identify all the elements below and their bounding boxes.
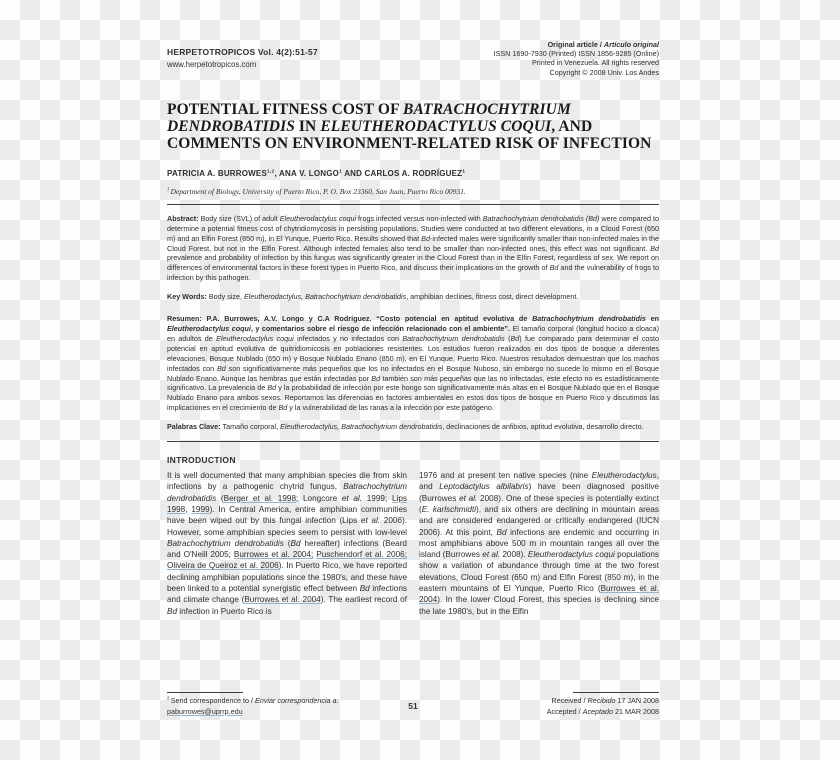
separator-rule-bottom: [167, 441, 659, 442]
text-segment: hereafter) infections (Beard and O'Neill 2005;: [167, 538, 407, 560]
text-segment: POTENTIAL FITNESS COST OF: [167, 100, 404, 118]
accepted-line: [459, 707, 659, 718]
journal-header-right: [494, 40, 659, 77]
separator-rule-top: [167, 204, 659, 205]
text-segment: Bd: [217, 363, 226, 373]
text-segment: 2: [167, 695, 171, 701]
article-page: [167, 0, 659, 617]
text-segment: Eleutherodactylus coqui: [279, 213, 357, 223]
text-segment: 2008).: [500, 550, 528, 560]
dates-block: [459, 692, 659, 717]
abstract-paragraph: [167, 214, 659, 283]
citation-link[interactable]: Burrowes et al. 2004: [419, 584, 660, 605]
text-segment: BATRACHOCHYTRIUM DENDROBATIDIS: [167, 100, 571, 135]
text-segment: Bd: [267, 383, 277, 393]
correspondence-email-link[interactable]: paburrowes@uprrp.edu: [167, 706, 243, 716]
citation-link[interactable]: Burrowes et al. 2004;: [233, 550, 314, 560]
journal-volume: HERPETOTROPICOS Vol. 4(2):51-57: [167, 47, 318, 57]
text-segment: ). In the lower Cloud Forest, this species is declining since the late 1980's, but in the Elfin: [419, 595, 659, 616]
text-segment: (: [283, 538, 291, 548]
text-segment: 1: [339, 169, 343, 175]
text-segment: Bd: [496, 527, 507, 537]
text-segment: (: [216, 493, 224, 503]
text-segment: Body size (SVL) of adult: [200, 213, 280, 223]
text-segment: ). The earliest record of: [320, 595, 407, 605]
journal-header-left: [167, 40, 318, 77]
text-segment: ; Longcore: [296, 493, 342, 503]
issn-line: ISSN 1690-7930 (Printed) ISSN 1856-9285 (Online): [493, 49, 659, 59]
text-segment: Leptodactylus albilabris: [439, 482, 529, 492]
journal-website-link[interactable]: www.herpetotropicos.com: [167, 60, 257, 69]
article-title: [167, 101, 659, 152]
text-segment: ). In Central America, entire amphibian communities have been wiped out by this fungal infection (Lips: [167, 504, 407, 526]
text-segment: frogs infected versus non-infected with: [356, 213, 483, 223]
citation-link[interactable]: Oliveira de Queiroz et al. 2006: [167, 561, 279, 571]
page-footer: [167, 692, 659, 717]
text-segment: Eleutherodactylus: [591, 471, 657, 481]
text-segment: , declinaciones de anfibios, aptitud evolutiva, desarrollo directo.: [442, 422, 644, 432]
journal-header: [167, 40, 659, 77]
text-segment: 1: [167, 187, 171, 193]
text-segment: Bd: [549, 263, 559, 273]
text-segment: , y comentarios sobre el riesgo de infección relacionado con el ambiente”.: [250, 323, 513, 333]
introduction-columns: [167, 470, 659, 617]
text-segment: ). In Puerto Rico, we have reported declining amphibian populations since the 1980's, and these have been linked to a potential synergistic effect between: [167, 561, 407, 593]
printed-line: Printed in Venezuela. All rights reserved: [531, 58, 659, 68]
text-segment: Enviar correspondencia a:: [255, 696, 339, 705]
text-segment: AND CARLOS A. RODRÍGUEZ: [342, 168, 463, 178]
text-segment: Bd: [510, 333, 520, 343]
text-segment: Batrachochytrium dendrobatidis: [167, 482, 407, 503]
text-segment: (: [504, 333, 511, 343]
text-segment: infectados y no infectados con: [293, 333, 403, 343]
text-segment: Eleutherodactylus, Batrachochytrium dendrobatidis: [243, 292, 407, 302]
text-segment: 1999;: [362, 493, 392, 503]
affiliation-line: [167, 187, 659, 196]
text-segment: y la vulnerabilidad de las ranas a la infección por este patógeno.: [287, 403, 494, 413]
text-segment: Bd: [371, 373, 381, 383]
text-segment: Accepted /: [546, 706, 583, 716]
text-segment: populations show a variation of abundance through time at the two forest elevations, Cloud Forest (650 m) and Elfin Forest (850 m), in the eastern mountains of El Yunque, Puerto Rico (: [419, 550, 660, 593]
text-segment: Palabras Clave:: [167, 422, 223, 432]
footer-rule-left: [167, 692, 243, 693]
text-segment: Bd: [421, 233, 430, 243]
text-segment: ELEUTHERODACTYLUS COQUI: [320, 117, 552, 135]
text-segment: were compared to determine a potential fitness cost of chytridiomycosis in persisting populations. Studies were conducted at two different elevations, in a Cloud Forest (650 m) and an Elfin Forest (850 m), in El Yunque, Puerto Rico. Results showed that: [167, 213, 659, 243]
page-number: 51: [408, 701, 418, 711]
text-segment: and the vulnerability of frogs to infection by this pathogen.: [167, 263, 660, 283]
text-segment: Eleutherodactylus coqui: [167, 323, 251, 333]
text-segment: , amphibian declines, fitness cost, direct development.: [406, 292, 579, 302]
text-segment: Key Words:: [167, 292, 209, 302]
text-segment: , ANA V. LONGO: [274, 168, 340, 178]
text-segment: Eleutherodactylus, Batrachochytrium dendrobatidis: [280, 422, 443, 432]
text-segment: Eleutherodactylus coqui: [216, 333, 294, 343]
palabras-clave-line: [167, 422, 659, 432]
text-segment: 1,2: [267, 169, 275, 175]
text-segment: en: [645, 314, 659, 324]
article-type-label: [494, 40, 659, 49]
text-segment: Send correspondence to /: [170, 696, 256, 705]
text-segment: Tamaño corporal,: [222, 422, 281, 432]
text-segment: P.A. Burrowes, A.V. Longo y C.A Rodríguez. “Costo potencial en aptitud evolutiva de: [206, 314, 533, 324]
text-segment: IN: [294, 117, 321, 135]
text-segment: Body size,: [208, 292, 244, 302]
text-segment: son significativamente más pequeños que los no infectados en el Bosque Nuboso, sin embargo no sucede lo mismo en el Bosque Nublado Enano. Aunque las hembras que están infectadas por: [167, 363, 659, 383]
text-segment: Bd: [290, 538, 301, 548]
text-segment: et al.: [482, 550, 501, 560]
text-segment: infections are endemic and occurring in most amphibians above 500 m in mountain ranges all over the island (Burrowes: [419, 527, 659, 560]
text-segment: prevalence and probability of infection by this fungus was significantly greater in the Cloud Forest than in the Elfin Forest, regardless of sex. We report on differences of environmental factors in these forest types in Puerto Rico, and discuss their implications on the growth of: [167, 253, 659, 273]
text-segment: , AND COMMENTS ON ENVIRONMENT-RELATED RISK OF INFECTION: [167, 117, 652, 152]
text-segment: Bd: [650, 243, 659, 253]
text-segment: Batrachochytrium dendrobatidis: [167, 538, 284, 548]
text-segment: et al.: [360, 516, 381, 526]
text-segment: infection in Puerto Rico is: [177, 606, 272, 616]
citation-link[interactable]: Lips 1998: [167, 493, 407, 514]
text-segment: 21 MAR 2008: [613, 706, 659, 716]
citation-link[interactable]: Burrowes et al. 2004: [244, 595, 321, 605]
text-segment: infections and climate change (: [167, 584, 407, 605]
text-segment: et al.: [341, 493, 363, 503]
text-segment: también son más pequeñas que las no infectadas, este efecto no es estadísticamente significativo. La prevalencia de: [167, 373, 659, 393]
intro-column-left: [167, 470, 407, 617]
text-segment: Abstract:: [167, 213, 201, 223]
text-segment: Aceptado: [582, 706, 614, 716]
text-segment: El tamaño corporal (longitud hocico a cloaca) en adultos de: [167, 323, 659, 343]
footer-rule-right: [573, 692, 659, 693]
text-segment: Artículo original: [603, 40, 659, 49]
text-segment: 2006). However, some amphibian species seem to persist with low-level: [167, 516, 407, 537]
received-line: [459, 696, 659, 707]
copyright-line: Copyright © 2008 Univ. Los Andes: [549, 67, 659, 77]
text-segment: et al.: [459, 493, 478, 503]
keywords-line: [167, 292, 659, 302]
text-segment: Resumen:: [167, 314, 207, 324]
text-segment: ), and six others are declining in mountain areas and are considered endangered or critically endangered (IUCN 2006). At this point,: [419, 504, 659, 537]
text-segment: ) fue comparado para determinar el costo potencial en aptitud evolutiva de quitridiomicosis en poblaciones resistentes. Los estudios fueron realizados en dos tipos de bosque a diferentes elevaciones, Bosque Nublado (650 m) y Bosque Nublado Enano (850 m), en El Yunque, Puerto Rico. Nuestros resultados demuestran que los machos infectados con: [167, 333, 660, 373]
citation-link[interactable]: Berger et al. 1998: [223, 493, 296, 503]
text-segment: PATRICIA A. BURROWES: [167, 168, 267, 178]
citation-link[interactable]: Puschendorf et al. 2006;: [316, 550, 407, 560]
text-segment: y la probabilidad de infección por este hongo son significativamente más altas en el Bosque Nublado que en el Bosque Nublado Enano para ambos sexos. Reportamos las diferencias en factores ambientales en estos dos tipos de bosque en Puerto Rico y discutimos las implicaciones en el crecimiento de: [167, 383, 659, 413]
text-segment: 2008). One of these species is potentially extinct (: [419, 493, 659, 514]
text-segment: It is well documented that many amphibian species die from skin infections by a pathogenic chytrid fungus,: [167, 471, 407, 492]
authors-line: [167, 169, 659, 178]
text-segment: Bd: [359, 584, 370, 593]
citation-link[interactable]: 1999: [191, 504, 210, 514]
text-segment: 1976 and at present ten native species (nine: [419, 471, 592, 481]
text-segment: Batrachochytrium dendrobatidis (Bd): [482, 213, 600, 223]
intro-column-right: [419, 470, 659, 617]
introduction-heading: INTRODUCTION: [167, 455, 236, 466]
text-segment: -infected males were significantly smaller than non-infected males in the Cloud Forest, but not in the Elfin Forest. Although infected females also tend to be smaller than non-infected ones, this effect was not significant.: [167, 233, 660, 253]
text-segment: Department of Biology, University of Puerto Rico, P. O. Box 23360, San Juan, Puerto Rico 00931.: [170, 186, 466, 196]
correspondence-note: [167, 696, 367, 707]
text-segment: Recibido: [587, 696, 616, 705]
text-segment: ,: [185, 504, 192, 514]
correspondence-block: [167, 692, 367, 717]
text-segment: Bd: [278, 403, 288, 413]
text-segment: Batrachochytrium dendrobatidis: [402, 333, 505, 343]
text-segment: Received /: [551, 696, 588, 705]
text-segment: 17 JAN 2008: [615, 696, 659, 705]
text-segment: ) have been diagnosed positive (Burrowes: [419, 482, 660, 503]
text-segment: , and: [419, 471, 659, 492]
text-segment: 1: [462, 169, 466, 175]
text-segment: E. karlschmidti: [421, 504, 477, 514]
text-segment: Batrachochytrium dendrobatidis: [532, 314, 646, 324]
text-segment: Eleutherodactylus coqui: [527, 550, 615, 560]
text-segment: Original article /: [547, 40, 604, 49]
resumen-paragraph: [167, 314, 659, 413]
text-segment: Bd: [167, 606, 178, 616]
